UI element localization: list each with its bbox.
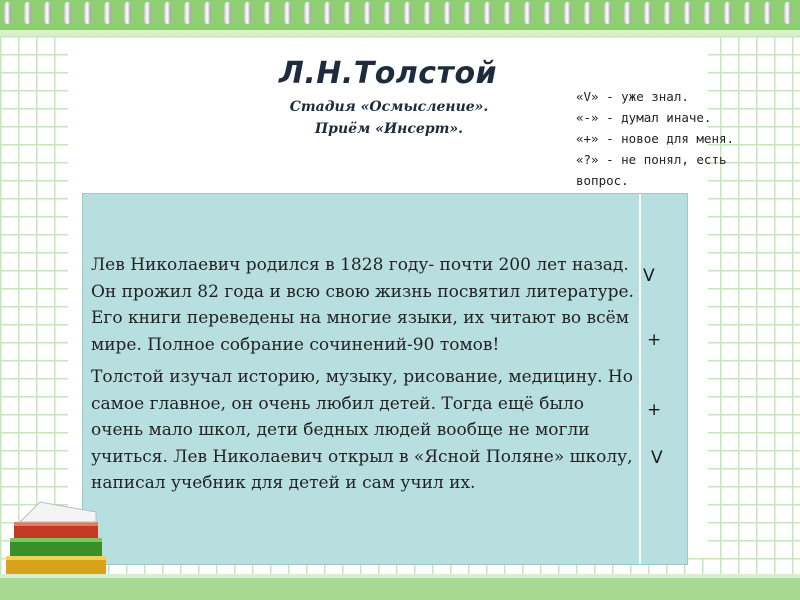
binding-ring bbox=[724, 2, 731, 24]
binding-ring bbox=[164, 2, 171, 24]
binding-ring bbox=[764, 2, 771, 24]
binding-ring bbox=[444, 2, 451, 24]
binding-ring bbox=[264, 2, 271, 24]
binding-ring bbox=[744, 2, 751, 24]
mark-new: + bbox=[647, 330, 662, 350]
insert-legend bbox=[576, 86, 791, 191]
binding-ring bbox=[504, 2, 511, 24]
binding-ring bbox=[324, 2, 331, 24]
binding-ring bbox=[644, 2, 651, 24]
mark-known: V bbox=[651, 448, 663, 468]
binding-ring bbox=[424, 2, 431, 24]
legend-item-question-cont: вопрос. bbox=[576, 173, 629, 188]
binding-ring bbox=[664, 2, 671, 24]
binding-ring bbox=[244, 2, 251, 24]
binding-ring bbox=[684, 2, 691, 24]
binding-ring bbox=[44, 2, 51, 24]
legend-item-thought-otherwise: «-» - думал иначе. bbox=[576, 110, 712, 125]
subtitle-technique: Приём «Инсерт». bbox=[314, 121, 464, 137]
legend-item-new: «+» - новое для меня. bbox=[576, 131, 735, 146]
binding-ring bbox=[184, 2, 191, 24]
books-icon bbox=[0, 498, 110, 578]
paragraph-school: Толстой изучал историю, музыку, рисование, медицину. Но самое главное, он очень любил детей. Тогда ещё было очень мало школ, дети бедных людей вообще не могли учиться. Лев Николаевич открыл в «Ясной Поляне» школу, написал учебник для детей и сам учил их. bbox=[91, 367, 633, 493]
page-title: Л.Н.Толстой bbox=[278, 56, 498, 91]
binding-ring bbox=[84, 2, 91, 24]
binding-ring bbox=[624, 2, 631, 24]
insert-table bbox=[82, 193, 688, 565]
binding-ring bbox=[524, 2, 531, 24]
binding-ring bbox=[284, 2, 291, 24]
binding-ring bbox=[704, 2, 711, 24]
binding-shadow bbox=[0, 30, 800, 36]
binding-ring bbox=[564, 2, 571, 24]
binding-ring bbox=[64, 2, 71, 24]
binding-ring bbox=[144, 2, 151, 24]
page-subtitle bbox=[244, 96, 534, 140]
binding-ring bbox=[364, 2, 371, 24]
text-column bbox=[91, 252, 637, 503]
binding-ring bbox=[544, 2, 551, 24]
mark-new: + bbox=[647, 400, 662, 420]
legend-item-known: «V» - уже знал. bbox=[576, 89, 689, 104]
binding-ring bbox=[24, 2, 31, 24]
subtitle-stage: Стадия «Осмысление». bbox=[289, 99, 489, 115]
binding-ring bbox=[384, 2, 391, 24]
legend-item-question: «?» - не понял, есть bbox=[576, 152, 727, 167]
binding-ring bbox=[104, 2, 111, 24]
column-divider bbox=[639, 194, 641, 564]
binding-ring bbox=[464, 2, 471, 24]
binding-ring bbox=[404, 2, 411, 24]
binding-ring bbox=[484, 2, 491, 24]
binding-ring bbox=[124, 2, 131, 24]
binding-ring bbox=[224, 2, 231, 24]
binding-ring bbox=[4, 2, 11, 24]
mark-known: V bbox=[643, 266, 655, 286]
binding-ring bbox=[304, 2, 311, 24]
binding-ring bbox=[604, 2, 611, 24]
binding-ring bbox=[344, 2, 351, 24]
binding-ring bbox=[204, 2, 211, 24]
binding-ring bbox=[784, 2, 791, 24]
paragraph-biography: Лев Николаевич родился в 1828 году- почти 200 лет назад. Он прожил 82 года и всю свою жизнь посвятил литературе. Его книги переведены на многие языки, их читают во всём мире. Полное собрание сочинений-90 томов! bbox=[91, 255, 634, 355]
binding-ring bbox=[584, 2, 591, 24]
bottom-band bbox=[0, 578, 800, 600]
